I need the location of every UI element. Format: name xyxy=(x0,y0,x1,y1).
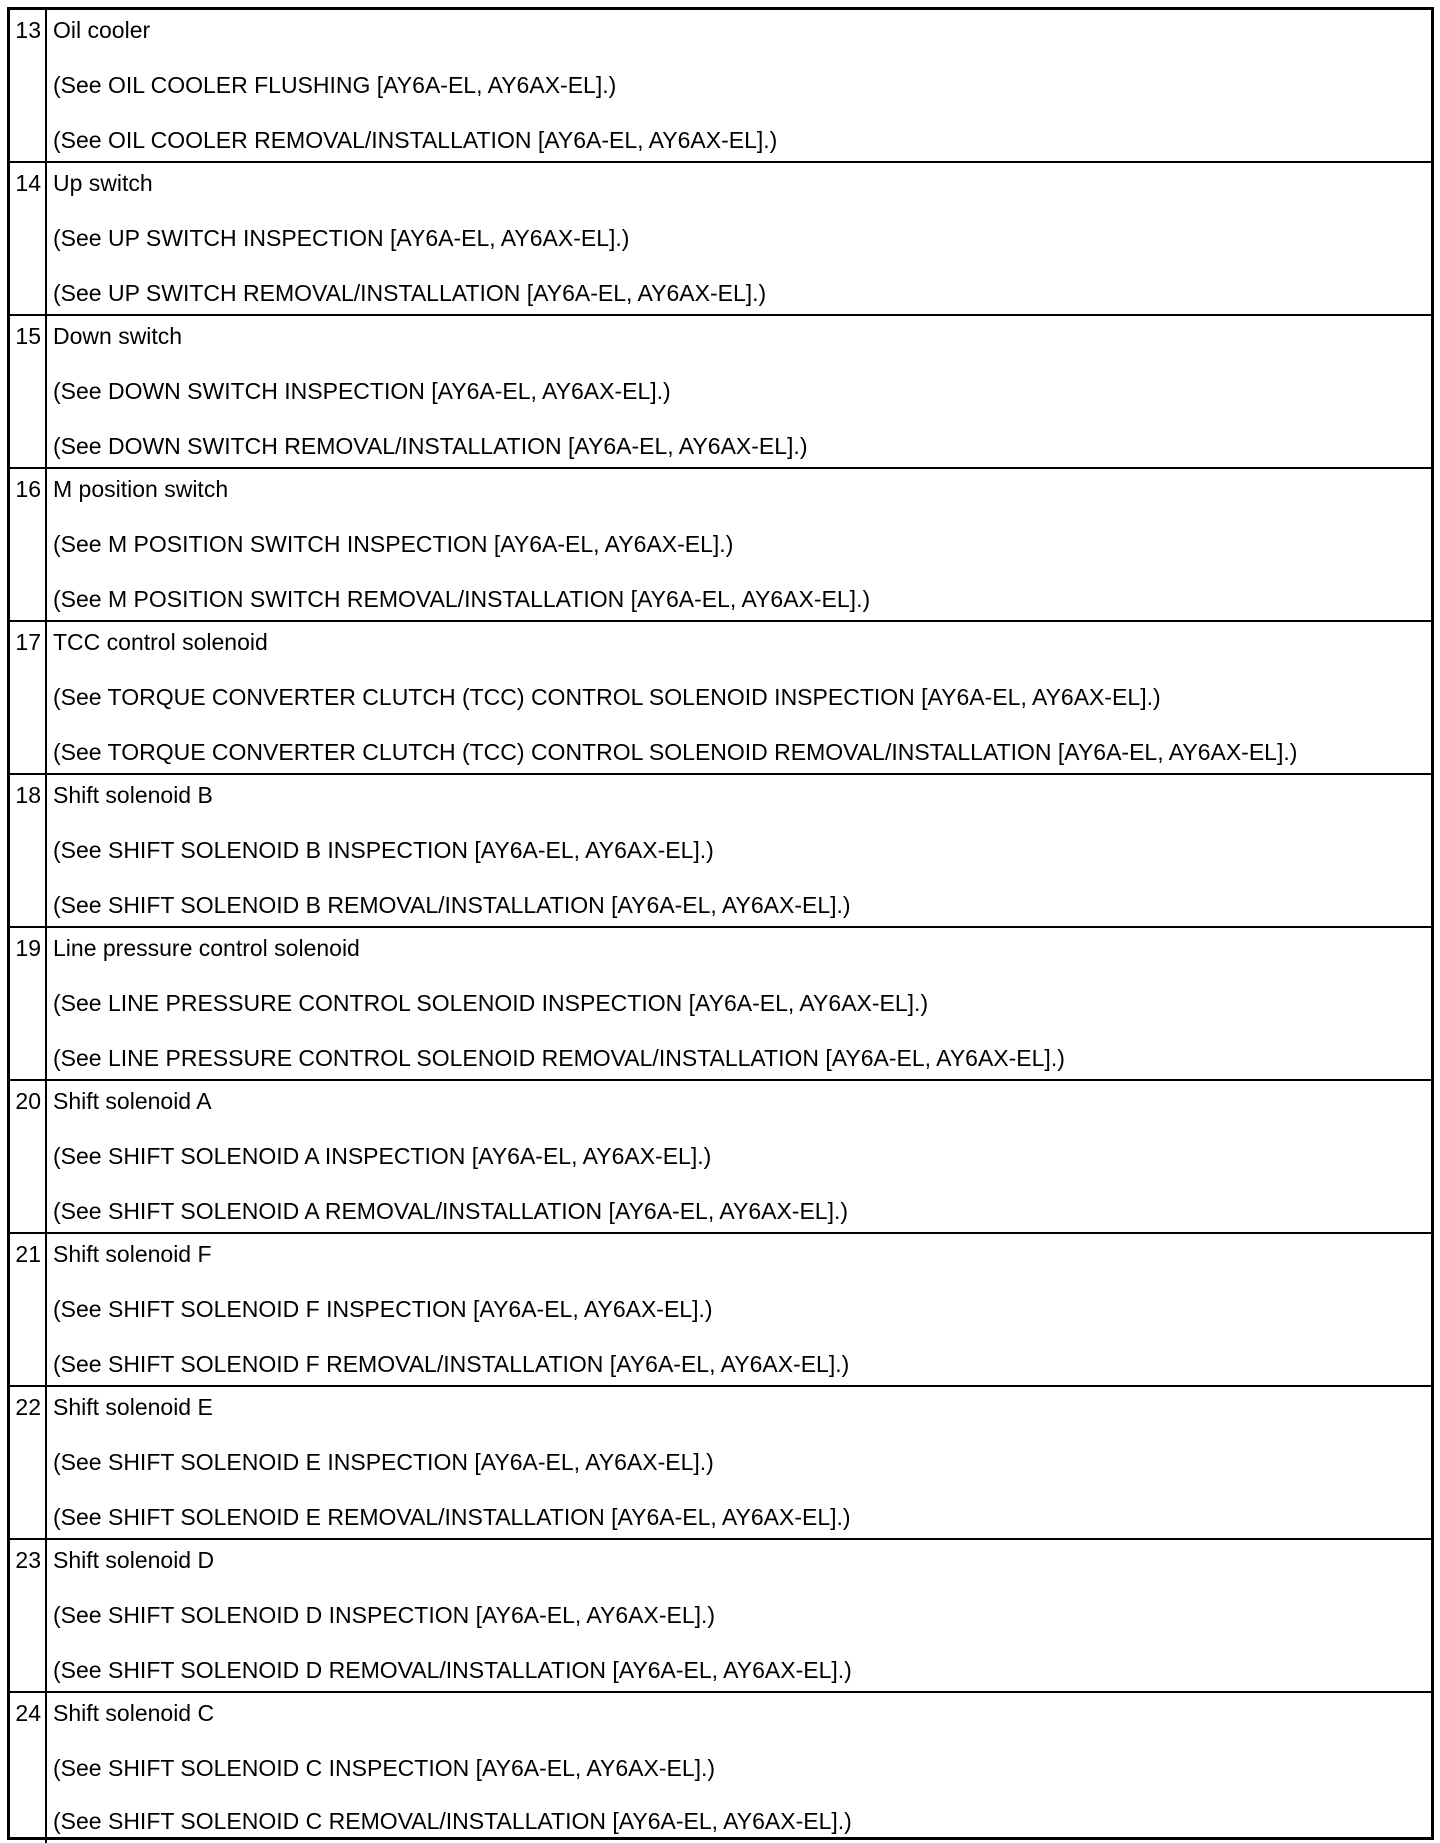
table-row xyxy=(10,1540,1431,1693)
item-number-cell xyxy=(10,316,47,467)
component-name: M position switch xyxy=(53,476,229,502)
item-number: 23 xyxy=(15,1547,41,1573)
item-content-cell xyxy=(53,469,1431,620)
table-row xyxy=(10,469,1431,622)
removal-installation-reference-link[interactable]: (See SHIFT SOLENOID C REMOVAL/INSTALLATION [AY6A-EL, AY6AX-EL].) xyxy=(53,1808,852,1834)
item-number-cell xyxy=(10,1540,47,1691)
inspection-reference-link[interactable]: (See M POSITION SWITCH INSPECTION [AY6A-EL, AY6AX-EL].) xyxy=(53,531,734,557)
inspection-reference-link[interactable]: (See SHIFT SOLENOID D INSPECTION [AY6A-EL, AY6AX-EL].) xyxy=(53,1602,716,1628)
component-name: Shift solenoid A xyxy=(53,1088,212,1114)
component-name: Shift solenoid F xyxy=(53,1241,212,1267)
item-number: 22 xyxy=(15,1394,41,1420)
removal-installation-reference-link[interactable]: (See SHIFT SOLENOID B REMOVAL/INSTALLATION [AY6A-EL, AY6AX-EL].) xyxy=(53,892,851,918)
component-name: Down switch xyxy=(53,323,183,349)
item-number-cell xyxy=(10,1387,47,1538)
item-content-cell xyxy=(53,316,1431,467)
removal-installation-reference-link[interactable]: (See LINE PRESSURE CONTROL SOLENOID REMOVAL/INSTALLATION [AY6A-EL, AY6AX-EL].) xyxy=(53,1045,1065,1071)
item-number-cell xyxy=(10,10,47,161)
table-row xyxy=(10,163,1431,316)
item-content-cell xyxy=(53,1234,1431,1385)
table-row xyxy=(10,1693,1431,1843)
item-content-cell xyxy=(53,10,1431,161)
inspection-reference-link[interactable]: (See OIL COOLER FLUSHING [AY6A-EL, AY6AX-EL].) xyxy=(53,72,617,98)
inspection-reference-link[interactable]: (See SHIFT SOLENOID F INSPECTION [AY6A-EL, AY6AX-EL].) xyxy=(53,1296,713,1322)
removal-installation-reference-link[interactable]: (See SHIFT SOLENOID E REMOVAL/INSTALLATION [AY6A-EL, AY6AX-EL].) xyxy=(53,1504,851,1530)
item-number: 15 xyxy=(15,323,41,349)
component-name: Oil cooler xyxy=(53,17,151,43)
removal-installation-reference-link[interactable]: (See M POSITION SWITCH REMOVAL/INSTALLATION [AY6A-EL, AY6AX-EL].) xyxy=(53,586,871,612)
item-number-cell xyxy=(10,163,47,314)
inspection-reference-link[interactable]: (See SHIFT SOLENOID E INSPECTION [AY6A-EL, AY6AX-EL].) xyxy=(53,1449,714,1475)
removal-installation-reference-link[interactable]: (See SHIFT SOLENOID A REMOVAL/INSTALLATION [AY6A-EL, AY6AX-EL].) xyxy=(53,1198,849,1224)
removal-installation-reference-link[interactable]: (See UP SWITCH REMOVAL/INSTALLATION [AY6A-EL, AY6AX-EL].) xyxy=(53,280,767,306)
inspection-reference-link[interactable]: (See LINE PRESSURE CONTROL SOLENOID INSPECTION [AY6A-EL, AY6AX-EL].) xyxy=(53,990,929,1016)
item-number: 18 xyxy=(15,782,41,808)
removal-installation-reference-link[interactable]: (See OIL COOLER REMOVAL/INSTALLATION [AY6A-EL, AY6AX-EL].) xyxy=(53,127,778,153)
item-content-cell xyxy=(53,928,1431,1079)
table-row xyxy=(10,1387,1431,1540)
table-row xyxy=(10,775,1431,928)
item-number: 14 xyxy=(15,170,41,196)
component-table-body xyxy=(10,10,1431,1837)
item-number: 21 xyxy=(15,1241,41,1267)
item-number-cell xyxy=(10,928,47,1079)
item-number-cell xyxy=(10,775,47,926)
item-number: 19 xyxy=(15,935,41,961)
item-number: 17 xyxy=(15,629,41,655)
item-content-cell xyxy=(53,163,1431,314)
inspection-reference-link[interactable]: (See UP SWITCH INSPECTION [AY6A-EL, AY6AX-EL].) xyxy=(53,225,630,251)
component-name: Shift solenoid C xyxy=(53,1700,215,1726)
item-content-cell xyxy=(53,775,1431,926)
component-name: Line pressure control solenoid xyxy=(53,935,360,961)
table-row xyxy=(10,316,1431,469)
inspection-reference-link[interactable]: (See SHIFT SOLENOID A INSPECTION [AY6A-EL, AY6AX-EL].) xyxy=(53,1143,712,1169)
component-name: Shift solenoid B xyxy=(53,782,213,808)
table-row xyxy=(10,928,1431,1081)
item-number-cell xyxy=(10,469,47,620)
item-content-cell xyxy=(53,1387,1431,1538)
item-number-cell xyxy=(10,1081,47,1232)
table-row xyxy=(10,1081,1431,1234)
component-table xyxy=(7,7,1434,1840)
removal-installation-reference-link[interactable]: (See TORQUE CONVERTER CLUTCH (TCC) CONTROL SOLENOID REMOVAL/INSTALLATION [AY6A-EL, AY6AX-EL].) xyxy=(53,739,1298,765)
item-content-cell xyxy=(53,622,1431,773)
component-name: Shift solenoid D xyxy=(53,1547,215,1573)
component-name: Up switch xyxy=(53,170,153,196)
item-number-cell xyxy=(10,1234,47,1385)
table-row xyxy=(10,1234,1431,1387)
item-number: 20 xyxy=(15,1088,41,1114)
table-row xyxy=(10,10,1431,163)
removal-installation-reference-link[interactable]: (See SHIFT SOLENOID D REMOVAL/INSTALLATION [AY6A-EL, AY6AX-EL].) xyxy=(53,1657,852,1683)
item-number: 16 xyxy=(15,476,41,502)
inspection-reference-link[interactable]: (See TORQUE CONVERTER CLUTCH (TCC) CONTROL SOLENOID INSPECTION [AY6A-EL, AY6AX-EL].) xyxy=(53,684,1161,710)
inspection-reference-link[interactable]: (See SHIFT SOLENOID C INSPECTION [AY6A-EL, AY6AX-EL].) xyxy=(53,1755,716,1781)
item-content-cell xyxy=(53,1081,1431,1232)
component-name: Shift solenoid E xyxy=(53,1394,213,1420)
table-row xyxy=(10,622,1431,775)
item-content-cell xyxy=(53,1693,1431,1843)
component-name: TCC control solenoid xyxy=(53,629,268,655)
inspection-reference-link[interactable]: (See SHIFT SOLENOID B INSPECTION [AY6A-EL, AY6AX-EL].) xyxy=(53,837,714,863)
item-number: 13 xyxy=(15,17,41,43)
removal-installation-reference-link[interactable]: (See DOWN SWITCH REMOVAL/INSTALLATION [AY6A-EL, AY6AX-EL].) xyxy=(53,433,808,459)
item-content-cell xyxy=(53,1540,1431,1691)
inspection-reference-link[interactable]: (See DOWN SWITCH INSPECTION [AY6A-EL, AY6AX-EL].) xyxy=(53,378,671,404)
item-number: 24 xyxy=(15,1700,41,1726)
removal-installation-reference-link[interactable]: (See SHIFT SOLENOID F REMOVAL/INSTALLATION [AY6A-EL, AY6AX-EL].) xyxy=(53,1351,850,1377)
item-number-cell xyxy=(10,1693,47,1843)
item-number-cell xyxy=(10,622,47,773)
